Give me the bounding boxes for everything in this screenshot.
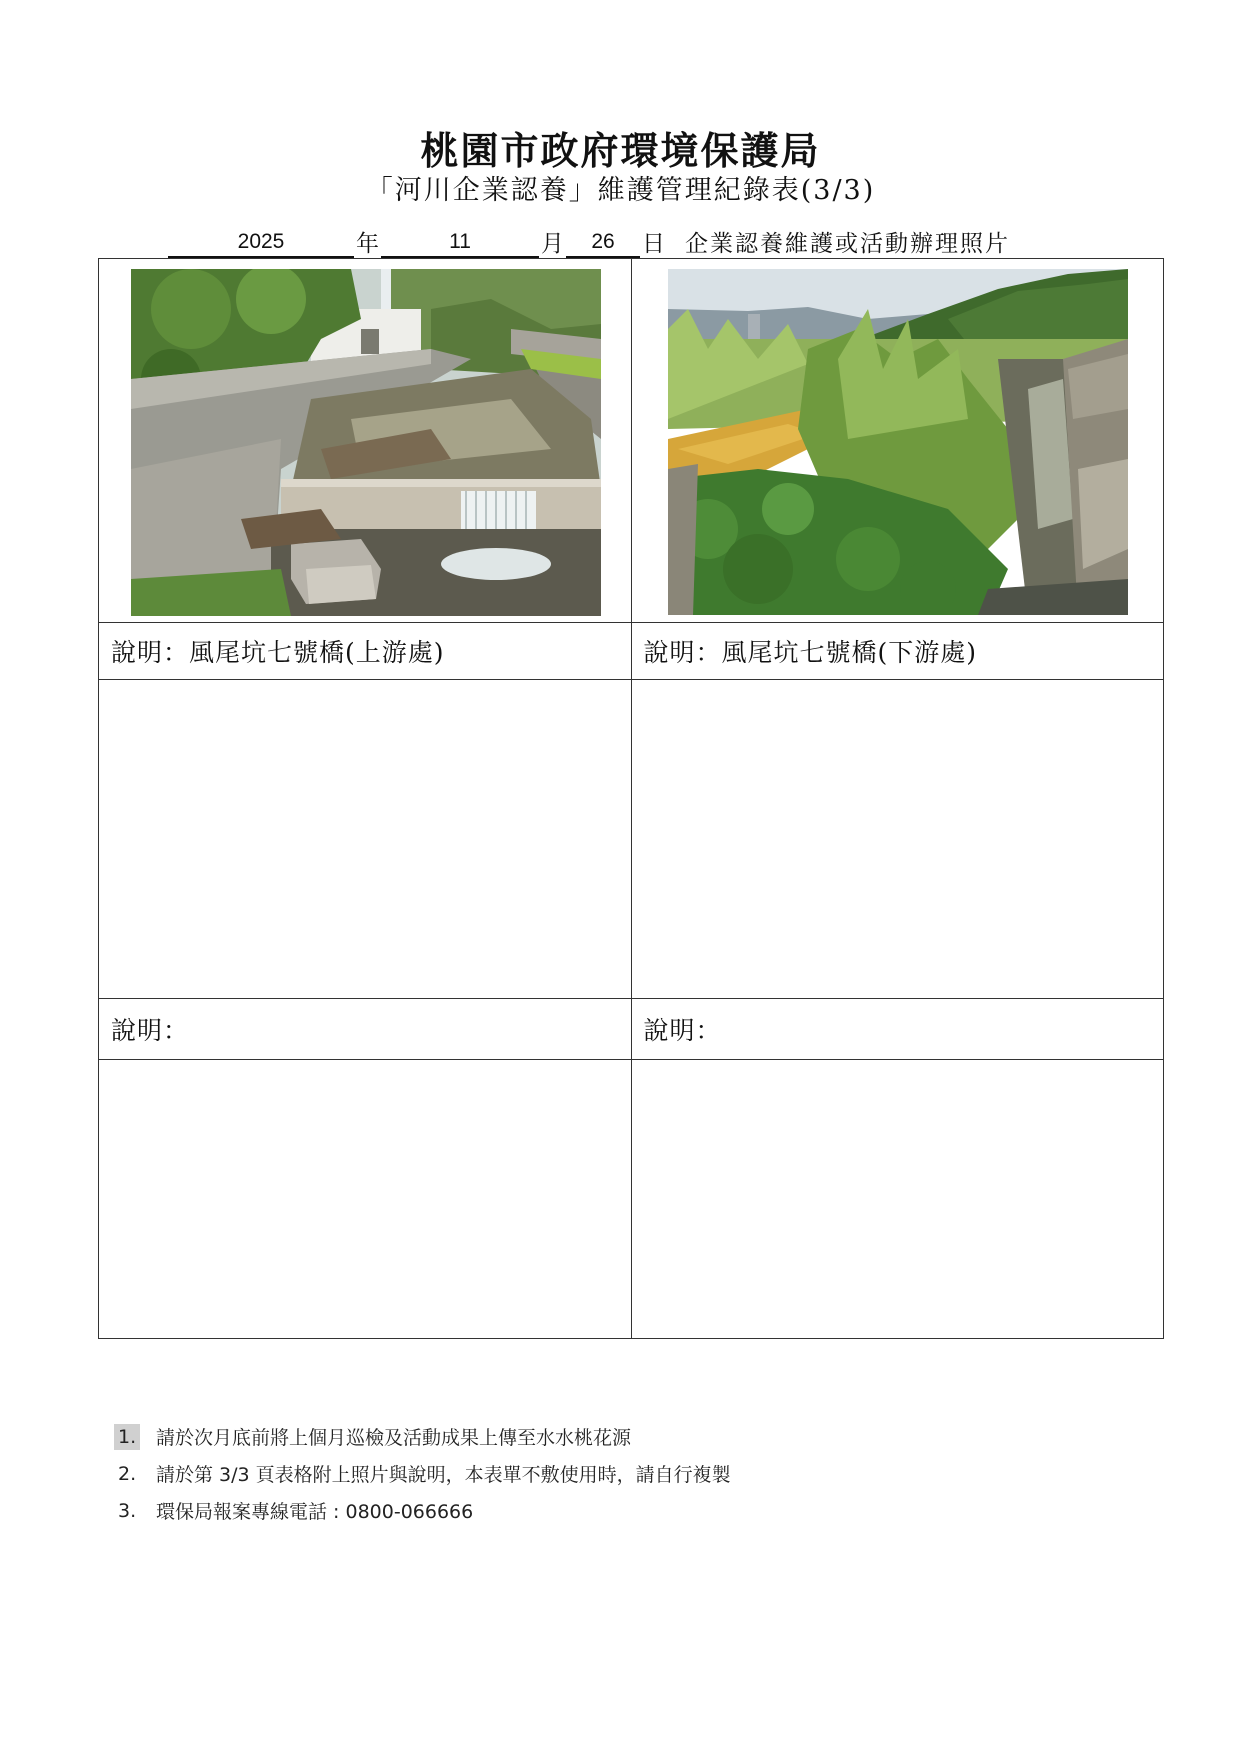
photo-cell-5	[99, 1060, 632, 1339]
year-field: 2025	[168, 228, 354, 258]
photo-upstream	[131, 269, 601, 616]
photo-cell-4	[631, 680, 1164, 999]
photo-cell-1	[99, 259, 632, 623]
note-text: 請於第 3/3 頁表格附上照片與說明，本表單不敷使用時，請自行複製	[156, 1464, 731, 1486]
note-number: 2.	[118, 1462, 137, 1485]
caption-cell-2: 說明：風尾坑七號橋(下游處)	[631, 623, 1164, 680]
photo-cell-3	[99, 680, 632, 999]
section-heading: 企業認養維護或活動辦理照片	[685, 231, 1010, 257]
day-field: 26	[566, 228, 640, 258]
list-item	[118, 1455, 1018, 1492]
caption-cell-4: 說明：	[631, 999, 1164, 1060]
page-subtitle: 「河川企業認養」維護管理紀錄表(3/3)	[365, 175, 876, 206]
photo-downstream	[668, 269, 1128, 615]
list-item	[118, 1418, 1018, 1455]
year-unit: 年	[356, 231, 379, 257]
date-line	[168, 226, 1168, 258]
photo-table	[98, 258, 1164, 1339]
note-number: 1.	[114, 1424, 140, 1450]
month-unit: 月	[541, 231, 564, 257]
notes-list	[118, 1418, 1018, 1529]
caption-cell-1: 說明：風尾坑七號橋(上游處)	[99, 623, 632, 680]
photo-cell-2	[631, 259, 1164, 623]
note-number: 3.	[118, 1499, 137, 1522]
list-item	[118, 1492, 1018, 1529]
page-title: 桃園市政府環境保護局	[420, 128, 821, 173]
photo-cell-6	[631, 1060, 1164, 1339]
caption-cell-3: 說明：	[99, 999, 632, 1060]
note-text: 環保局報案專線電話 : 0800-066666	[156, 1501, 474, 1523]
month-field: 11	[381, 228, 539, 258]
note-text: 請於次月底前將上個月巡檢及活動成果上傳至水水桃花源	[156, 1427, 632, 1449]
day-unit: 日	[642, 231, 665, 257]
